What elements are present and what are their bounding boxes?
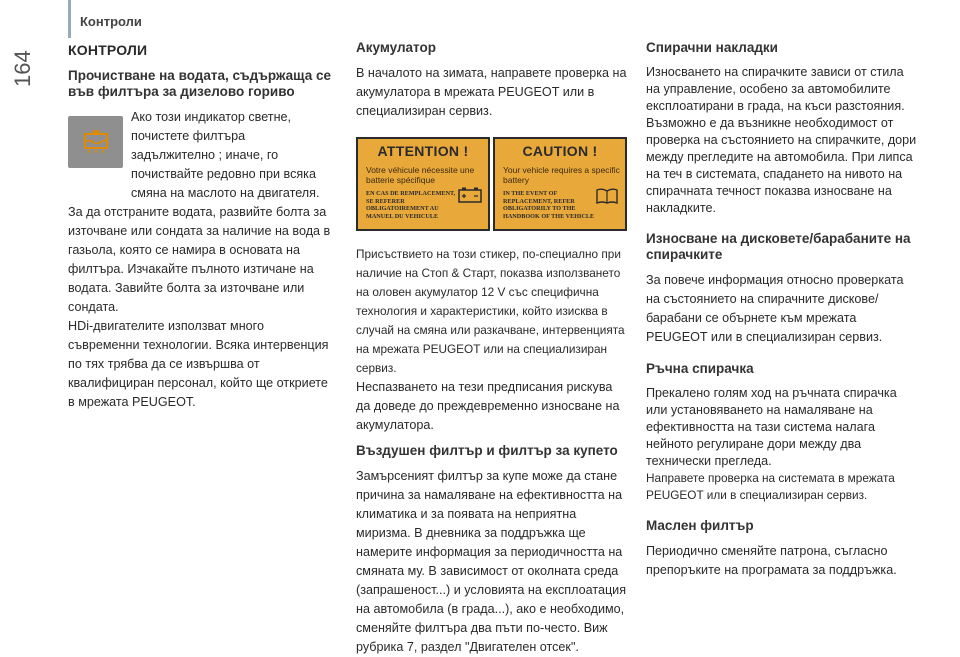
air-filter-text: Замърсеният филтър за купе може да стане причина за намаляване на ефективността на климатика и за появата на неприятна миризма. В дневника за поддръжка ще намерите информация за периодичността на смяната му. В зависимост от околната среда (запрашеност...) и условията на експлоатация на автомобила (в града...), ако е необходимо, сменяйте филтъра два пъти по-често. Виж рубрика 7, раздел "Двигателен отсек". [356,469,627,654]
indicator-text: Ако този индикатор светне, почистете филтъра задължително ; иначе, го почиствайте редовно при всяка смяна на маслото на двигателя. [131,110,320,200]
battery-text: В началото на зимата, направете проверка на акумулатора в мрежата PEUGEOT или в специализиран сервиз. [356,66,627,118]
hdi-note: HDi-двигателите използват много съвременни технологии. Всяка интервенция по тях трябва да се извършва от квалифициран персонал, който ще откриете в мрежата PEUGEOT. [68,319,329,409]
sticker-caps-fr: EN CAS DE REMPLACEMENT, SE REFERER OBLIGATOIREMENT AU MANUEL DU VEHICULE [366,190,456,220]
main-heading: КОНТРОЛИ [68,42,148,58]
sticker-body-fr: Votre véhicule nécessite une batterie spécifique [366,165,475,185]
sticker-panel-fr [356,137,490,231]
page-number: 164 [10,50,35,88]
handbrake-note: Направете проверка на системата в мрежата PEUGEOT или в специализиран сервиз. [646,471,895,502]
handbrake-heading: Ръчна спирачка [646,361,754,376]
diesel-filter-heading: Прочистване на водата, съдържаща се във филтъра за дизелово гориво [68,68,332,99]
battery-icon [458,187,482,203]
indicator-block [68,108,338,203]
column-middle [356,40,628,657]
brake-pads-heading: Спирачни накладки [646,40,778,55]
book-icon [595,187,619,205]
sticker-caps-en: IN THE EVENT OF REPLACEMENT, REFER OBLIGATORILY TO THE HANDBOOK OF THE VEHICLE [503,190,595,220]
brake-pads-text: Износването на спирачките зависи от стила на управление, особено за автомобилите експлоатирани в града, на къси разстояния. Възможно е да възникне необходимост от проверка на състоянието на спирачките, дори между прегледите на автомобила. При липса на теч в системата, спадането на нивото на спирачната течност показва износване на накладките. [646,65,917,215]
brake-discs-heading: Износване на дисковете/барабаните на спирачките [646,231,911,262]
brake-discs-text: За повече информация относно проверката на състоянието на спирачните дискове/ барабани се обърнете към мрежата PEUGEOT или в специализиран сервиз. [646,273,904,344]
header-accent-bar [68,0,71,38]
sticker-title-en: CAUTION ! [522,143,598,159]
column-right [646,40,918,580]
battery-warning-text: Неспазването на тези предписания рискува да доведе до преждевременно износване на акумулатора. [356,380,620,432]
column-left [68,40,338,412]
air-filter-heading: Въздушен филтър и филтър за купето [356,443,618,458]
sticker-title-fr: ATTENTION ! [377,143,469,159]
battery-warning-sticker [356,135,628,233]
oil-filter-text: Периодично сменяйте патрона, съгласно препоръките на програмата за поддръжка. [646,544,897,577]
section-title: Контроли [80,14,142,29]
handbrake-text: Прекалено голям ход на ръчната спирачка или установяването на намаляване на ефективността на тази система налага нейното регулиране дори между два технически прегледа. [646,386,897,468]
sticker-explanation: Присъствието на този стикер, по-специално при наличие на Стоп & Старт, показва използването на оловен акумулатор 12 V със специфична технология и характеристики, който изисква в случай на смяна или разкачване, интервенцията на мрежата PEUGEOT или на специализиран сервиз. [356,247,625,375]
drain-instructions: За да отстраните водата, развийте болта за източване или сондата за наличие на вода в газьола, която се намира в основата на филтъра. Изчакайте пълното изтичане на водата. Завийте болта за източване или сондата. [68,205,331,314]
oil-filter-heading: Маслен филтър [646,518,754,533]
sticker-body-en: Your vehicle requires a specific battery [503,165,620,185]
battery-heading: Акумулатор [356,40,436,55]
sticker-panel-en [493,137,627,231]
water-in-diesel-filter-icon [68,116,123,168]
